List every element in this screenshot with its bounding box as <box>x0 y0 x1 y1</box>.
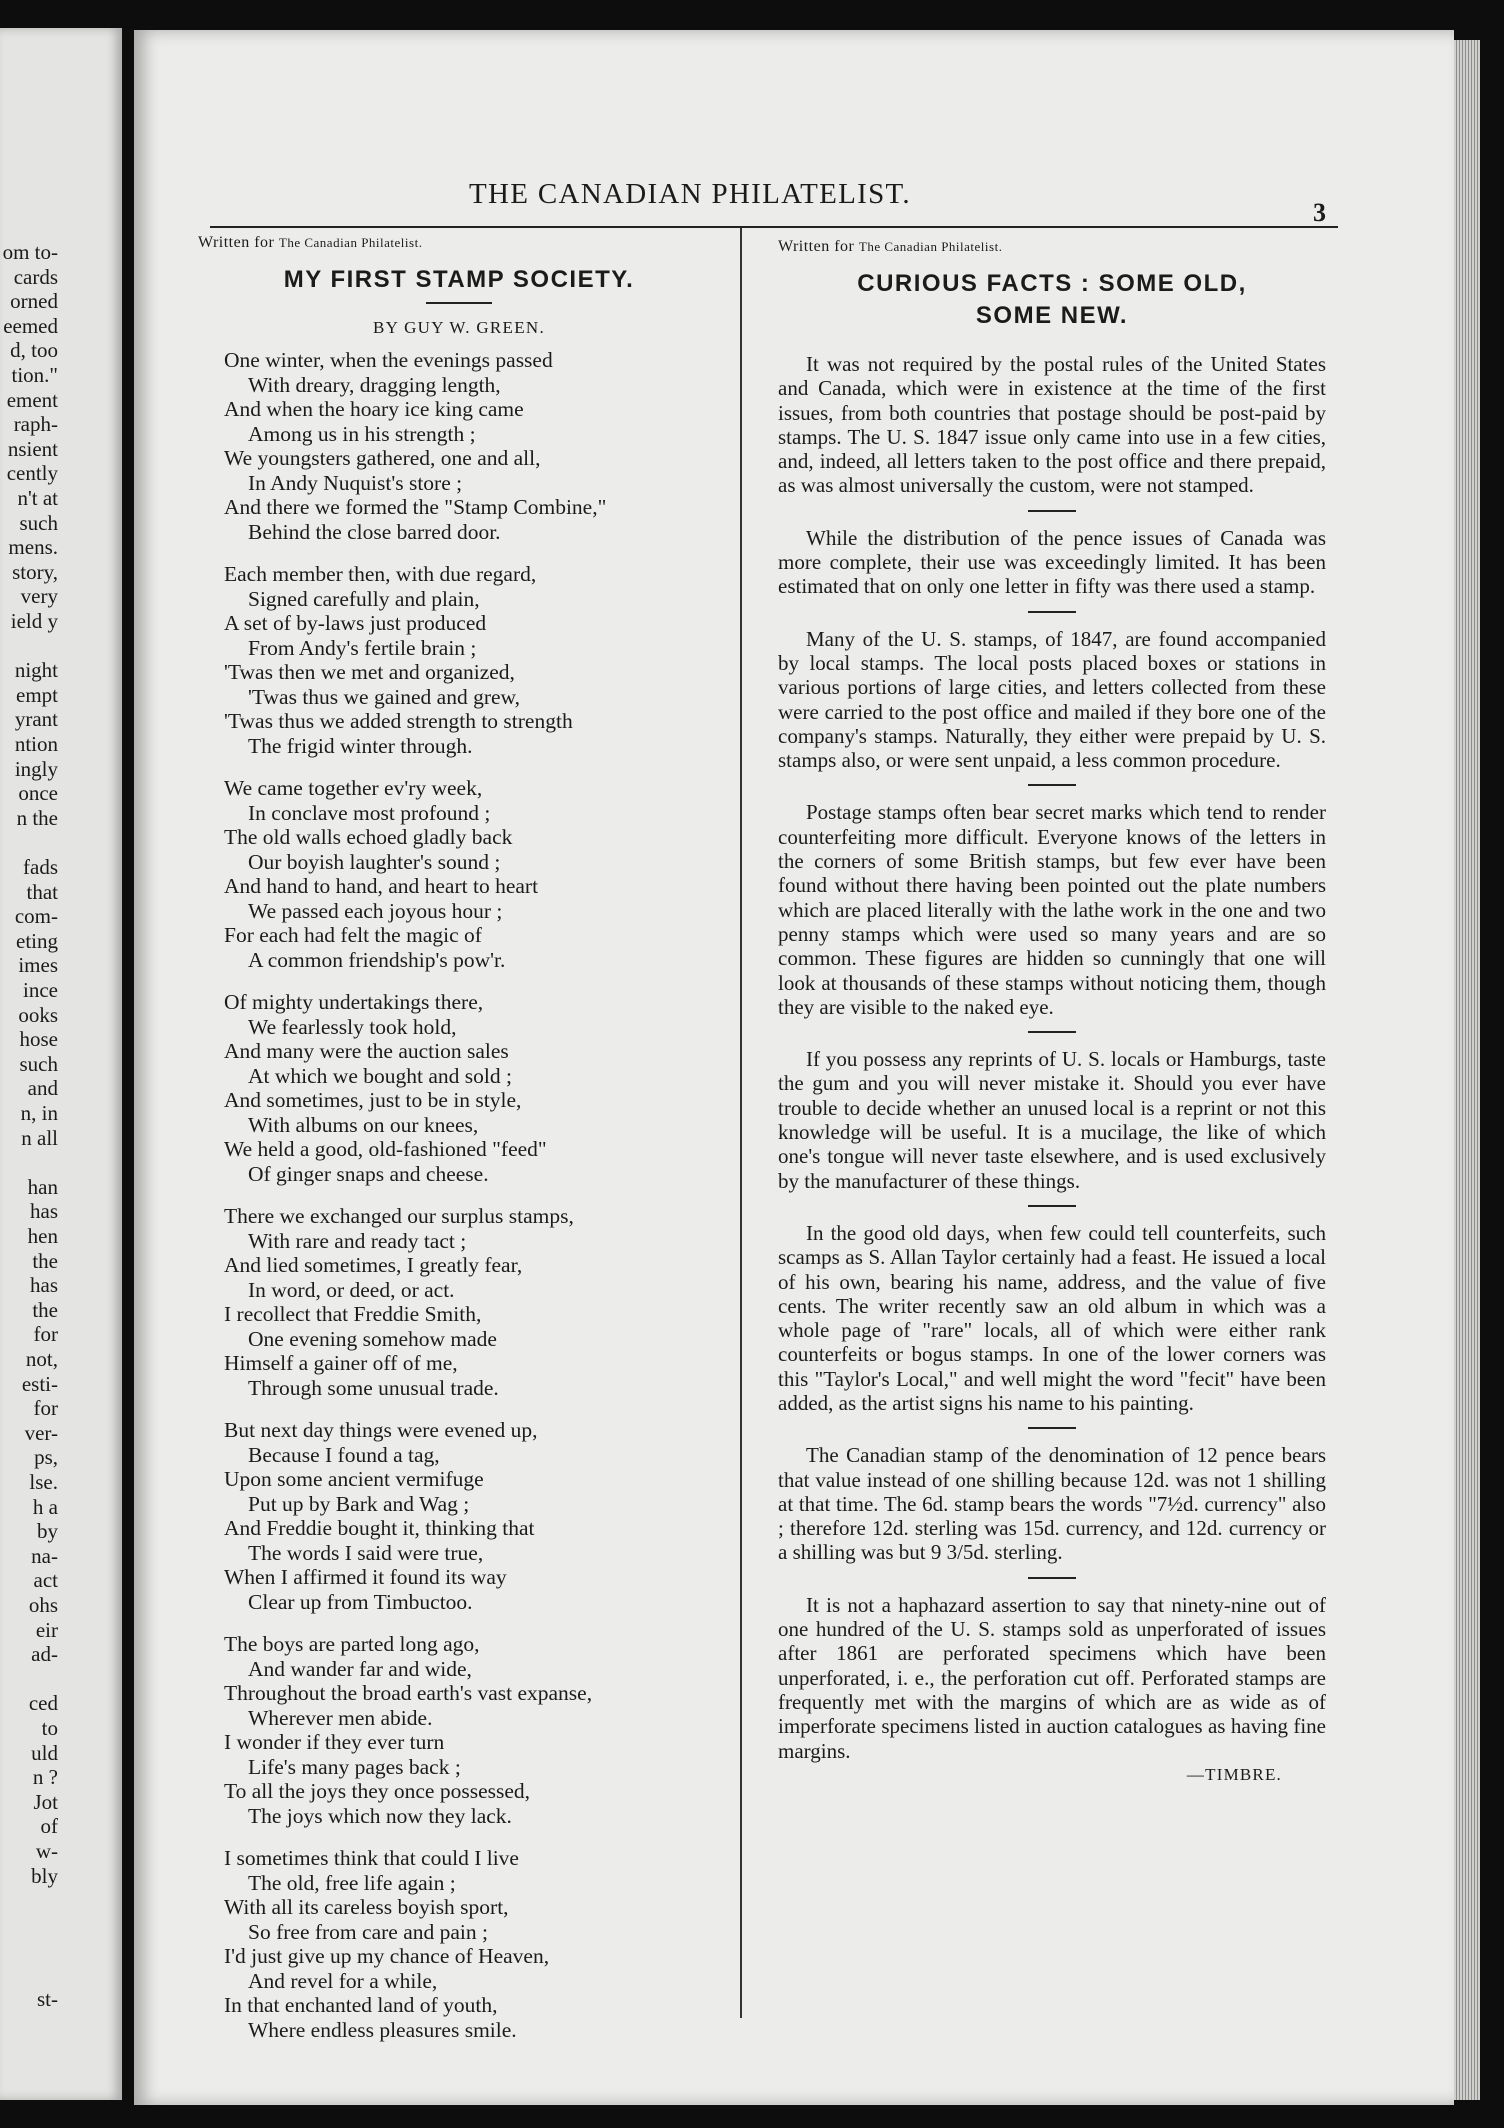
poem-line: And sometimes, just to be in style, <box>224 1088 522 1112</box>
facts-title-line-1: CURIOUS FACTS : SOME OLD, <box>857 270 1247 297</box>
poem-line: 'Twas thus we added strength to strength <box>224 709 573 733</box>
facing-page-text-fragment: d, too <box>10 338 58 363</box>
poem-stanza <box>198 1846 720 2042</box>
facing-page-text-fragment: very <box>20 584 58 609</box>
poem-line: And revel for a while, <box>248 1968 438 1993</box>
facing-page-text-fragment: ement <box>6 387 58 412</box>
facing-page-text-fragment: the <box>32 1248 58 1273</box>
poem-line: We fearlessly took hold, <box>248 1014 457 1039</box>
facing-page-text-fragment: imes <box>18 953 58 978</box>
fact-paragraph: In the good old days, when few could tell counterfeits, such scamps as S. Allan Taylor certainly had a feast. He issued a local of his own, bearing his name, address, and the value of five cents. The writer recently saw an old album in which was a whole page of "rare" locals, all of which were either rank counterfeits or bogus stamps. In one of the lower corners was this "Taylor's Local," and well might the word "fecit" have been added, as the artist signs his name to his painting. <box>778 1220 1326 1415</box>
facts-title <box>778 268 1326 332</box>
poem-line: And there we formed the "Stamp Combine," <box>224 495 607 519</box>
facing-page-text-fragment: st- <box>37 1986 58 2011</box>
poem-line: Among us in his strength ; <box>248 421 476 446</box>
poem-credit-source: The Canadian Philatelist. <box>278 235 423 250</box>
facing-page-text-fragment: hose <box>19 1027 58 1052</box>
facing-page-text-fragment: ps, <box>34 1445 58 1470</box>
facing-page-text-fragment: mens. <box>8 535 58 560</box>
page-stack-edge <box>1454 40 1480 2100</box>
poem-line: Throughout the broad earth's vast expanse, <box>224 1681 593 1705</box>
facing-page-text-fragment: such <box>19 1051 58 1076</box>
facing-page-text-fragment: empt <box>16 682 58 707</box>
facing-page-text-fragment: once <box>18 781 58 806</box>
facing-page-text-fragment: om to- <box>2 240 58 264</box>
poem-line: With dreary, dragging length, <box>248 372 501 397</box>
poem-line: We youngsters gathered, one and all, <box>224 446 541 470</box>
facing-page-text-fragment: for <box>33 1322 58 1347</box>
facing-page-text-fragment: lse. <box>29 1470 58 1494</box>
poem-line: I wonder if they ever turn <box>224 1730 445 1754</box>
facing-page-text-fragment: n all <box>21 1125 58 1150</box>
facing-page-text-fragment: raph- <box>13 412 58 437</box>
poem-line: Wherever men abide. <box>248 1705 433 1730</box>
magazine-header-title: THE CANADIAN PHILATELIST. <box>469 178 911 210</box>
facing-page-text-fragment: orned <box>10 289 58 314</box>
poem-line: Himself a gainer off of me, <box>224 1351 458 1375</box>
poem-line: To all the joys they once possessed, <box>224 1779 531 1803</box>
facing-page-text-fragment: that <box>26 879 58 904</box>
poem-line: The old walls echoed gladly back <box>224 825 513 849</box>
facing-page-text-fragment: night <box>14 658 58 683</box>
facing-page-text-fragment: esti- <box>21 1371 58 1396</box>
facing-page-edge <box>0 28 122 2100</box>
poem-line: The boys are parted long ago, <box>224 1632 480 1656</box>
facing-page-text-fragment: bly <box>31 1863 58 1888</box>
poem-line: With albums on our knees, <box>248 1112 479 1137</box>
facts-credit-prefix: Written for <box>778 238 855 255</box>
poem-line: Our boyish laughter's sound ; <box>248 849 501 874</box>
poem-line: And when the hoary ice king came <box>224 397 524 421</box>
poem-line: The joys which now they lack. <box>248 1803 512 1828</box>
poem-line: Put up by Bark and Wag ; <box>248 1491 470 1516</box>
facing-page-text-fragment: for <box>33 1396 58 1421</box>
poem-line: We passed each joyous hour ; <box>248 898 503 923</box>
paragraph-separator <box>1028 1031 1076 1033</box>
poem-line: 'Twas then we met and organized, <box>224 660 515 684</box>
poem-line: Where endless pleasures smile. <box>248 2017 517 2042</box>
poem-line: Through some unusual trade. <box>248 1375 499 1400</box>
paragraph-separator <box>1028 1577 1076 1579</box>
poem-line: The frigid winter through. <box>248 733 473 758</box>
facing-page-text-fragment: Jot <box>33 1789 58 1814</box>
page-number: 3 <box>1313 198 1326 227</box>
facing-page-text-fragment: n ? <box>32 1765 58 1790</box>
poem-line: Clear up from Timbuctoo. <box>248 1589 473 1614</box>
facing-page-text-fragment: of <box>40 1814 58 1839</box>
poem-line: But next day things were evened up, <box>224 1418 538 1442</box>
facing-page-text-fragment: ver- <box>24 1420 58 1445</box>
poem-line: With all its careless boyish sport, <box>224 1895 509 1919</box>
fact-paragraph: Many of the U. S. stamps, of 1847, are found accompanied by local stamps. The local posts placed boxes or stations in various portions of large cities, and letters collected from these were carried to the post office and mailed if they bore one of the company's stamps. Naturally, they either were prepaid by U. S. stamps also, or were sent unpaid, a less common procedure. <box>778 626 1326 773</box>
facing-page-text-fragment: to <box>41 1716 58 1740</box>
facing-page-text-fragment: han <box>27 1174 58 1199</box>
facts-title-line-2: SOME NEW. <box>975 302 1129 329</box>
facing-page-text-fragment: act <box>33 1568 58 1593</box>
facing-page-text-fragment: yrant <box>14 707 58 732</box>
poem-line: In conclave most profound ; <box>248 800 491 825</box>
poem-credit-line <box>198 234 720 252</box>
facts-credit-line <box>778 238 1326 256</box>
facing-page-text-fragment: eir <box>35 1617 58 1642</box>
poem-line: A set of by-laws just produced <box>224 611 487 635</box>
facts-credit-source: The Canadian Philatelist. <box>858 239 1003 254</box>
poem-stanza <box>198 776 720 972</box>
fact-paragraph: While the distribution of the pence issues of Canada was more complete, their use was exceedingly limited. It has been estimated that on only one letter in fifty was there used a stamp. <box>778 525 1326 599</box>
facing-page-text-fragment: w- <box>35 1839 58 1863</box>
poem-line: Life's many pages back ; <box>248 1754 461 1779</box>
poem-line: And hand to hand, and heart to heart <box>224 874 539 898</box>
facing-page-text-fragment: ad- <box>31 1642 58 1667</box>
facing-page-text-fragment: by <box>37 1519 58 1544</box>
poem-line: Of mighty undertakings there, <box>224 990 484 1014</box>
poem-line: In word, or deed, or act. <box>248 1277 455 1302</box>
paragraph-separator <box>1028 1427 1076 1429</box>
poem-line: Behind the close barred door. <box>248 519 501 544</box>
facing-page-text-fragment: n't at <box>17 486 58 510</box>
facing-page-text-fragment: na- <box>31 1543 58 1568</box>
poem-column <box>198 234 720 2060</box>
poem-line: A common friendship's pow'r. <box>248 947 506 972</box>
facing-page-text-fragment: n the <box>16 805 58 830</box>
facing-page-text-fragment: has <box>30 1199 58 1224</box>
poem-line: In Andy Nuquist's store ; <box>248 470 463 495</box>
poem-stanza <box>198 348 720 544</box>
poem-line: And lied sometimes, I greatly fear, <box>224 1253 523 1277</box>
facing-page-text-fragment: story, <box>12 559 58 584</box>
poem-line: I'd just give up my chance of Heaven, <box>224 1944 550 1968</box>
poem-body <box>198 348 720 2042</box>
facts-body <box>778 352 1326 1763</box>
poem-author: BY GUY W. GREEN. <box>372 318 546 337</box>
facing-page-text-fragment: ntion <box>14 732 58 756</box>
poem-line: And many were the auction sales <box>224 1039 509 1063</box>
poem-line: The old, free life again ; <box>248 1870 456 1895</box>
facing-page-text-fragment: has <box>30 1273 58 1298</box>
facing-page-text-fragment: cently <box>6 461 58 486</box>
facing-page-text-fragment: eemed <box>3 313 58 338</box>
facing-page-text-fragment: uld <box>31 1740 58 1765</box>
paragraph-separator <box>1028 510 1076 512</box>
poem-line: There we exchanged our surplus stamps, <box>224 1204 574 1228</box>
fact-paragraph: It was not required by the postal rules of the United States and Canada, which were in existence at the time of the first issues, from both countries that postage should be post-paid by stamps. The U. S. 1847 issue only came into use in a few cities, and, indeed, all letters taken to the post office and there prepaid, as was almost universally the custom, were not stamped. <box>778 352 1326 498</box>
header-rule <box>210 226 1338 228</box>
poem-line: Because I found a tag, <box>248 1442 440 1467</box>
fact-paragraph: If you possess any reprints of U. S. locals or Hamburgs, taste the gum and you will never mistake it. Should you ever have trouble to decide whether an unused local is a reprint or not this knowledge will be useful. It is a mucilage, the like of which one's tongue will never taste elsewhere, and is used exclusively by the manufacturer of these things. <box>778 1047 1326 1193</box>
poem-line: When I affirmed it found its way <box>224 1565 507 1589</box>
poem-line: For each had felt the magic of <box>224 923 482 947</box>
column-divider <box>740 228 742 2018</box>
poem-line: One winter, when the evenings passed <box>224 348 553 372</box>
poem-line: Signed carefully and plain, <box>248 586 480 611</box>
facing-page-text-fragment: tion." <box>11 363 58 387</box>
fact-paragraph: It is not a haphazard assertion to say that ninety-nine out of one hundred of the U. S. stamps sold as unperforated of issues after 1861 are perforated specimens which have been unperforated, i. e., the perforation cut off. Perforated stamps are frequently met with the margins of which are as wide as of imperforate specimens listed in auction catalogues as having fine margins. <box>778 1592 1326 1763</box>
facing-page-text-fragment: com- <box>14 904 58 929</box>
poem-line: One evening somehow made <box>248 1326 497 1351</box>
facing-page-text-fragment: nsient <box>7 436 58 461</box>
poem-line: From Andy's fertile brain ; <box>248 635 477 660</box>
facing-page-text-fragment: cards <box>13 264 58 289</box>
poem-stanza <box>198 990 720 1186</box>
poem-line: I recollect that Freddie Smith, <box>224 1302 482 1326</box>
facing-page-text-fragment: not, <box>25 1347 58 1371</box>
poem-line: 'Twas thus we gained and grew, <box>248 684 521 709</box>
poem-stanza <box>198 562 720 758</box>
facing-page-text-fragment: ince <box>23 978 58 1002</box>
article-signature: —TIMBRE. <box>1186 1764 1282 1784</box>
fact-paragraph: The Canadian stamp of the denomination of 12 pence bears that value instead of one shilling because 12d. was not 1 shilling at that time. The 6d. stamp bears the words "7½d. currency" also ; therefore 12d. sterling was 15d. currency, and 12d. currency or a shilling was but 9 3/5d. sterling. <box>778 1443 1326 1565</box>
paragraph-separator <box>1028 784 1076 786</box>
facing-page-text-fragment: ingly <box>14 756 58 781</box>
poem-line: The words I said were true, <box>248 1540 484 1565</box>
facing-page-text-fragment: such <box>19 510 58 535</box>
paragraph-separator <box>1028 1205 1076 1207</box>
poem-stanza <box>198 1204 720 1400</box>
poem-line: At which we bought and sold ; <box>248 1063 512 1088</box>
fact-paragraph: Postage stamps often bear secret marks which tend to render counterfeiting more difficult. Everyone knows of the letters in the corners of some British stamps, but few ever have been found without there having been pointed out the plate numbers which are placed literally with the lathe work in the one and two penny stamps which were used so many years and are so common. These figures are hidden so cunningly that one will look at thousands of these stamps without noticing them, though they are visible to the naked eye. <box>778 800 1326 1019</box>
paragraph-separator <box>1028 611 1076 613</box>
facing-page-text-fragment: and <box>27 1076 58 1101</box>
poem-line: So free from care and pain ; <box>248 1919 488 1944</box>
facing-page-text-fragment: ced <box>28 1691 58 1716</box>
poem-line: With rare and ready tact ; <box>248 1228 467 1253</box>
poem-line: Each member then, with due regard, <box>224 562 537 586</box>
poem-title: MY FIRST STAMP SOCIETY. <box>283 266 635 293</box>
facing-page-text-fragment: eting <box>16 928 58 953</box>
poem-line: And Freddie bought it, thinking that <box>224 1516 535 1540</box>
poem-title-rule <box>426 302 492 304</box>
facing-page-text-fragment: ooks <box>18 1002 58 1027</box>
facing-page-text-fragment: h a <box>32 1494 58 1519</box>
poem-line: We came together ev'ry week, <box>224 776 483 800</box>
poem-line: Of ginger snaps and cheese. <box>248 1161 489 1186</box>
poem-stanza <box>198 1632 720 1828</box>
facing-page-text-fragment: ohs <box>28 1593 58 1617</box>
facing-page-text-fragment: ield y <box>10 609 58 633</box>
facing-page-text-fragment: n, in <box>20 1101 58 1125</box>
facing-page-text-fragment: the <box>32 1297 58 1322</box>
poem-credit-prefix: Written for <box>198 234 275 251</box>
poem-line: We held a good, old-fashioned "feed" <box>224 1137 547 1161</box>
poem-line: Upon some ancient vermifuge <box>224 1467 484 1491</box>
poem-line: And wander far and wide, <box>248 1656 472 1681</box>
facing-page-text-fragment: hen <box>27 1224 58 1248</box>
poem-line: I sometimes think that could I live <box>224 1846 519 1870</box>
poem-stanza <box>198 1418 720 1614</box>
facts-column <box>778 238 1326 1785</box>
facing-page-text-fragment: fads <box>23 855 58 879</box>
poem-line: In that enchanted land of youth, <box>224 1993 498 2017</box>
